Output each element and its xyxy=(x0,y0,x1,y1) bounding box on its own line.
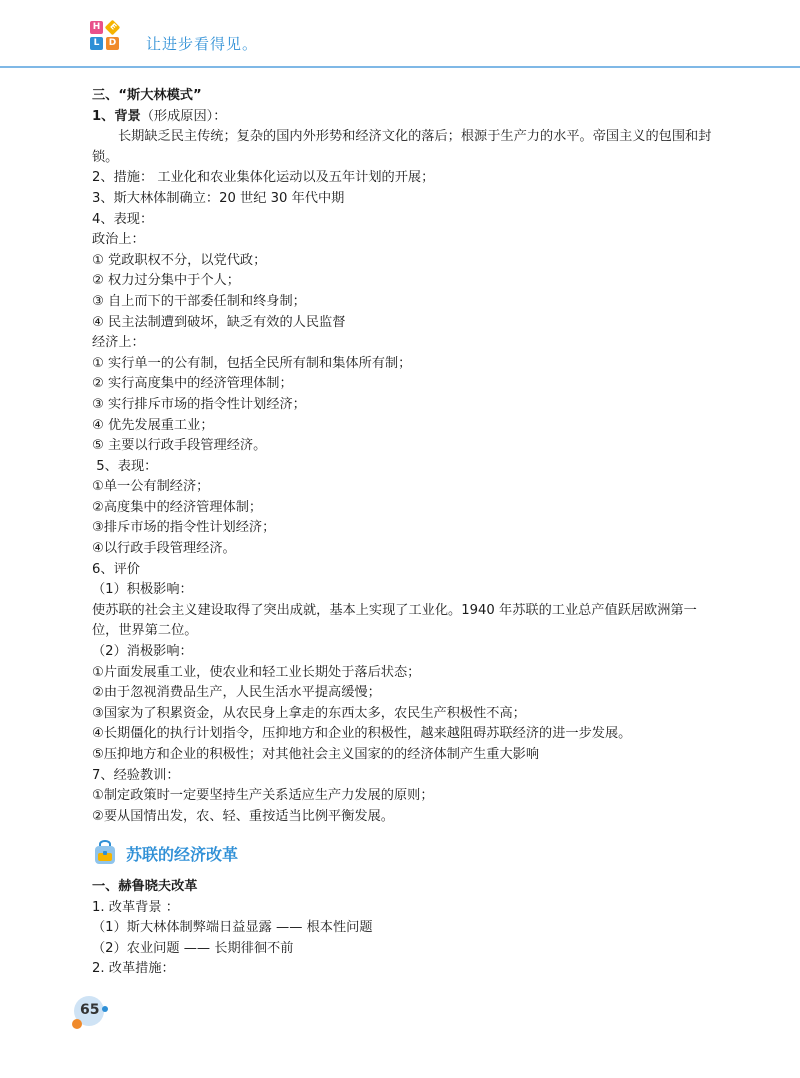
list-item: ②要从国情出发，农、轻、重按适当比例平衡发展。 xyxy=(92,808,394,824)
section-content xyxy=(92,877,722,980)
header-divider xyxy=(0,66,800,68)
list-item: ⑤ 主要以行政手段管理经济。 xyxy=(92,438,267,454)
main-content xyxy=(92,86,722,827)
list-item: ①制定政策时一定要坚持生产关系适应生产力发展的原则； xyxy=(92,788,434,804)
list-item: ①片面发展重工业，使农业和轻工业长期处于落后状态； xyxy=(92,664,421,680)
lessons-heading: 7、经验教训： xyxy=(92,767,180,783)
banner-title: 苏联的经济改革 xyxy=(126,845,239,864)
list-item: ⑤压抑地方和企业的积极性；对其他社会主义国家的的经济体制产生重大影响 xyxy=(92,747,540,762)
logo-tile: L xyxy=(90,37,103,50)
list-item: ① 党政职权不分，以党代政； xyxy=(92,252,267,268)
page-number-badge xyxy=(72,996,112,1032)
negative-heading: （2）消极影响： xyxy=(92,644,193,660)
list-item: ② 实行高度集中的经济管理体制； xyxy=(92,376,293,392)
backpack-icon xyxy=(92,840,118,866)
list-item: ②由于忽视消费品生产，人民生活水平提高缓慢； xyxy=(92,685,381,701)
list-item: ① 实行单一的公有制，包括全民所有制和集体所有制； xyxy=(92,355,412,371)
list-item: ④以行政手段管理经济。 xyxy=(92,541,236,557)
politics-label: 政治上： xyxy=(92,232,145,248)
subsection-title: 一、赫鲁晓夫改革 xyxy=(92,879,198,894)
list-item: ①单一公有制经济； xyxy=(92,479,210,495)
decor-dot xyxy=(102,1006,108,1012)
list-item: ③排斥市场的指令性计划经济； xyxy=(92,520,276,536)
section-title: 三、“斯大林模式” xyxy=(92,88,202,103)
brand-logo xyxy=(90,21,120,51)
list-item: ③ 实行排斥市场的指令性计划经济； xyxy=(92,396,306,412)
manifest-heading: 4、表现： xyxy=(92,211,154,227)
manifest5-heading: 5、表现： xyxy=(92,458,158,474)
list-item: ③国家为了积累资金，从农民身上拿走的东西太多，农民生产积极性不高； xyxy=(92,705,526,721)
list-item: （1）斯大林体制弊端日益显露 —— 根本性问题 xyxy=(92,920,373,936)
system-text: 3、斯大林体制确立：20 世纪 30 年代中期 xyxy=(92,190,345,206)
logo-tile: H xyxy=(90,21,103,34)
decor-dot xyxy=(72,1019,82,1029)
page-number: 65 xyxy=(80,1002,100,1018)
logo-tile: E xyxy=(105,20,121,36)
section-banner xyxy=(92,838,492,868)
list-item: ④长期僵化的执行计划指令，压抑地方和企业的积极性，越来越阻碍苏联经济的进一步发展。 xyxy=(92,726,632,742)
list-item: ④ 优先发展重工业； xyxy=(92,417,214,433)
background-heading xyxy=(92,107,722,128)
background-text: 长期缺乏民主传统；复杂的国内外形势和经济文化的落后；根源于生产力的水平。帝国主义的包围和封锁。 xyxy=(92,129,712,165)
list-item: （2）农业问题 —— 长期徘徊不前 xyxy=(92,940,294,956)
list-item: ②高度集中的经济管理体制； xyxy=(92,499,263,515)
page-header xyxy=(0,0,800,70)
evaluation-heading: 6、评价 xyxy=(92,561,140,577)
background-heading: 1. 改革背景 ： xyxy=(92,899,179,915)
list-item: ④ 民主法制遭到破坏，缺乏有效的人民监督 xyxy=(92,314,346,330)
list-item: ③ 自上而下的干部委任制和终身制； xyxy=(92,293,306,309)
logo-tile: D xyxy=(106,37,119,50)
background-heading-main: 1、背景 xyxy=(92,108,141,124)
measures-heading: 2. 改革措施： xyxy=(92,961,175,977)
positive-text: 使苏联的社会主义建设取得了突出成就，基本上实现了工业化。1940 年苏联的工业总产值跃居欧洲第一位，世界第二位。 xyxy=(92,602,697,639)
positive-heading: （1）积极影响： xyxy=(92,582,193,598)
header-slogan: 让进步看得见。 xyxy=(146,35,259,53)
background-heading-note: （形成原因）： xyxy=(140,108,227,124)
economy-label: 经济上： xyxy=(92,335,145,351)
list-item: ② 权力过分集中于个人； xyxy=(92,273,240,289)
measures-text: 2、措施： 工业化和农业集体化运动以及五年计划的开展； xyxy=(92,170,435,186)
